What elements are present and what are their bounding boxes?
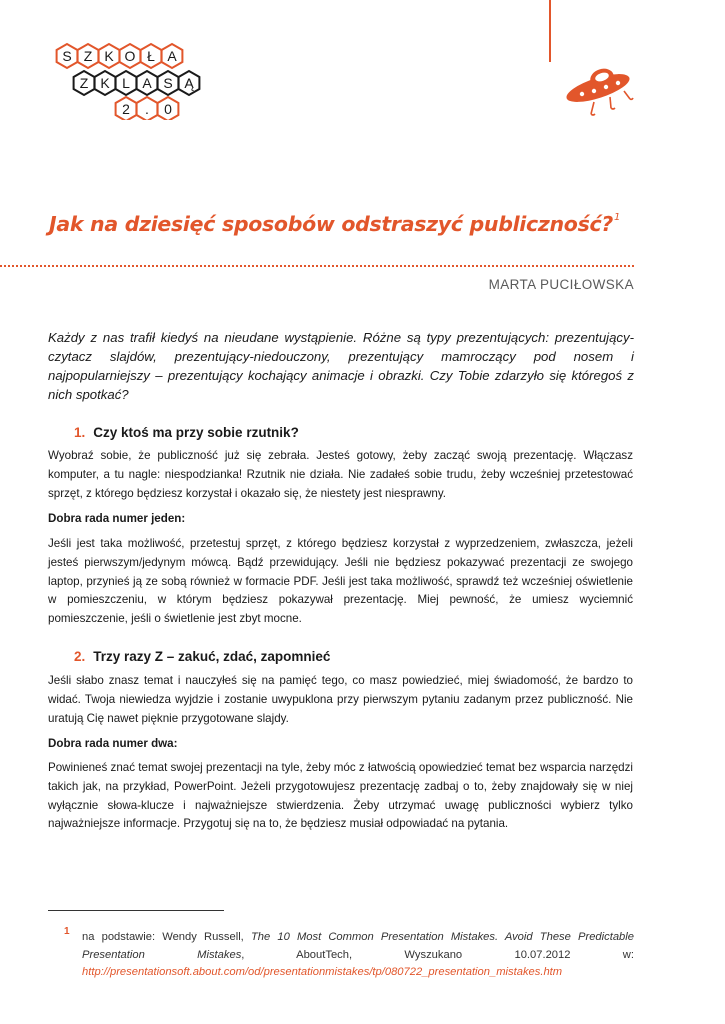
footnote-work-title: The 10 Most Common Presentation Mistakes. Avoid These Predictable Presentation Mistakes — [82, 931, 634, 961]
logo-letter: L — [122, 75, 130, 91]
ufo-icon — [560, 64, 640, 120]
logo-letter: Z — [79, 75, 89, 91]
logo-letter: A — [167, 48, 177, 64]
logo-letter: 0 — [164, 101, 172, 117]
intro-paragraph: Każdy z nas trafił kiedyś na nieudane wystąpienie. Różne są typy prezentujących: prezentujący-czytacz slajdów, prezentujący-niedouczony, prezentujący mamroczący pod nosem i najpopularniejszy – prezentujący kochający animacje i obrazki. Czy Tobie zdarzyło się któregoś z nich spotkać? — [48, 330, 634, 402]
section-2-paragraph: Jeśli słabo znasz temat i nauczyłeś się na pamięć tego, co masz powiedzieć, miej świadomość, że bardzo to widać. Twoja niewiedza wyjdzie i zostanie uwypuklona przy pierwszym pytaniu zadanym przez publiczność. Nie uratują Cię nawet pięknie przygotowane slajdy. — [48, 674, 633, 725]
logo-letter: . — [145, 101, 149, 117]
article-title-text: Jak na dziesięć sposobów odstraszyć publiczność? — [49, 212, 613, 236]
logo-letter: Z — [83, 48, 93, 64]
section-number: 1. — [74, 425, 86, 440]
header-divider-line — [549, 0, 551, 62]
section-2-advice: Powinieneś znać temat swojej prezentacji na tyle, żeby móc z łatwością opowiedzieć temat bez wsparcia narzędzi takich jak, na przykład, PowerPoint. Jeżeli przygotowujesz prezentację zadbaj o to, żeby znajdowały się w niej wyłącznie słowa-klucze i najważniejsze stwierdzenia. Żeby utrzymać uwagę publiczności wybierz tylko najważniejsze informacje. Przygotuj się na to, że będziesz musiał odpowiadać na pytania. — [48, 761, 633, 831]
footnote-prefix: na podstawie: Wendy Russell, — [82, 931, 251, 943]
section-1-advice: Jeśli jest taka możliwość, przetestuj sprzęt, z którego będziesz korzystał z wyprzedzeniem, zwłaszcza, jeżeli jesteś pierwszym/jedynym mówcą. Bądź przewidujący. Jeśli nie będziesz pokazywać prezentacji ze swojego laptop, przynieś ją ze sobą również w formacie PDF. Jeśli jest taka możliwość, sprawdź też wcześniej oświetlenie w pomieszczeniu, w którym będziesz pokazywał prezentację. Miej pewność, że umiesz wyciemnić pomieszczenie, jeśli o świetlenie jest zbyt mocne. — [48, 537, 633, 626]
logo-letter: Ą — [184, 75, 194, 91]
logo-letter: S — [62, 48, 72, 64]
section-2-advice-label: Dobra rada numer dwa: — [48, 737, 178, 750]
logo-letter: A — [142, 75, 152, 91]
logo-letter: O — [124, 48, 136, 64]
footnote-text — [82, 929, 634, 982]
author-name: MARTA PUCIŁOWSKA — [488, 277, 634, 292]
szkola-z-klasa-logo — [50, 40, 260, 120]
article-title — [49, 212, 649, 236]
logo-letter: Ł — [147, 48, 155, 64]
logo-letter: 2 — [122, 101, 130, 117]
footnote-rule — [48, 910, 224, 911]
footnote-link[interactable]: http://presentationsoft.about.com/od/presentationmistakes/tp/080722_presentation_mistakes.htm — [82, 966, 563, 978]
logo-letter: S — [163, 75, 173, 91]
logo-letter: K — [104, 48, 114, 64]
section-1-paragraph: Wyobraź sobie, że publiczność już się zebrała. Jesteś gotowy, żeby zacząć swoją prezentację. Włączasz komputer, a tu nagle: niespodzianka! Rzutnik nie działa. Nie zadałeś sobie trudu, żeby wcześniej przetestować sprzęt, z którego będziesz korzystał i okazało się, że niestety jest niesprawny. — [48, 449, 633, 500]
section-heading-text: Czy ktoś ma przy sobie rzutnik? — [93, 425, 299, 440]
footnote-source: , AboutTech, Wyszukano 10.07.2012 w: — [241, 948, 634, 961]
section-heading-1 — [74, 425, 299, 440]
logo-letter: K — [100, 75, 110, 91]
footnote-mark: 1 — [64, 926, 70, 937]
section-heading-2 — [74, 649, 330, 664]
footnote-reference: 1 — [613, 212, 620, 224]
section-1-advice-label: Dobra rada numer jeden: — [48, 512, 186, 525]
section-number: 2. — [74, 649, 86, 664]
dotted-divider — [0, 265, 634, 267]
section-heading-text: Trzy razy Z – zakuć, zdać, zapomnieć — [93, 649, 331, 664]
